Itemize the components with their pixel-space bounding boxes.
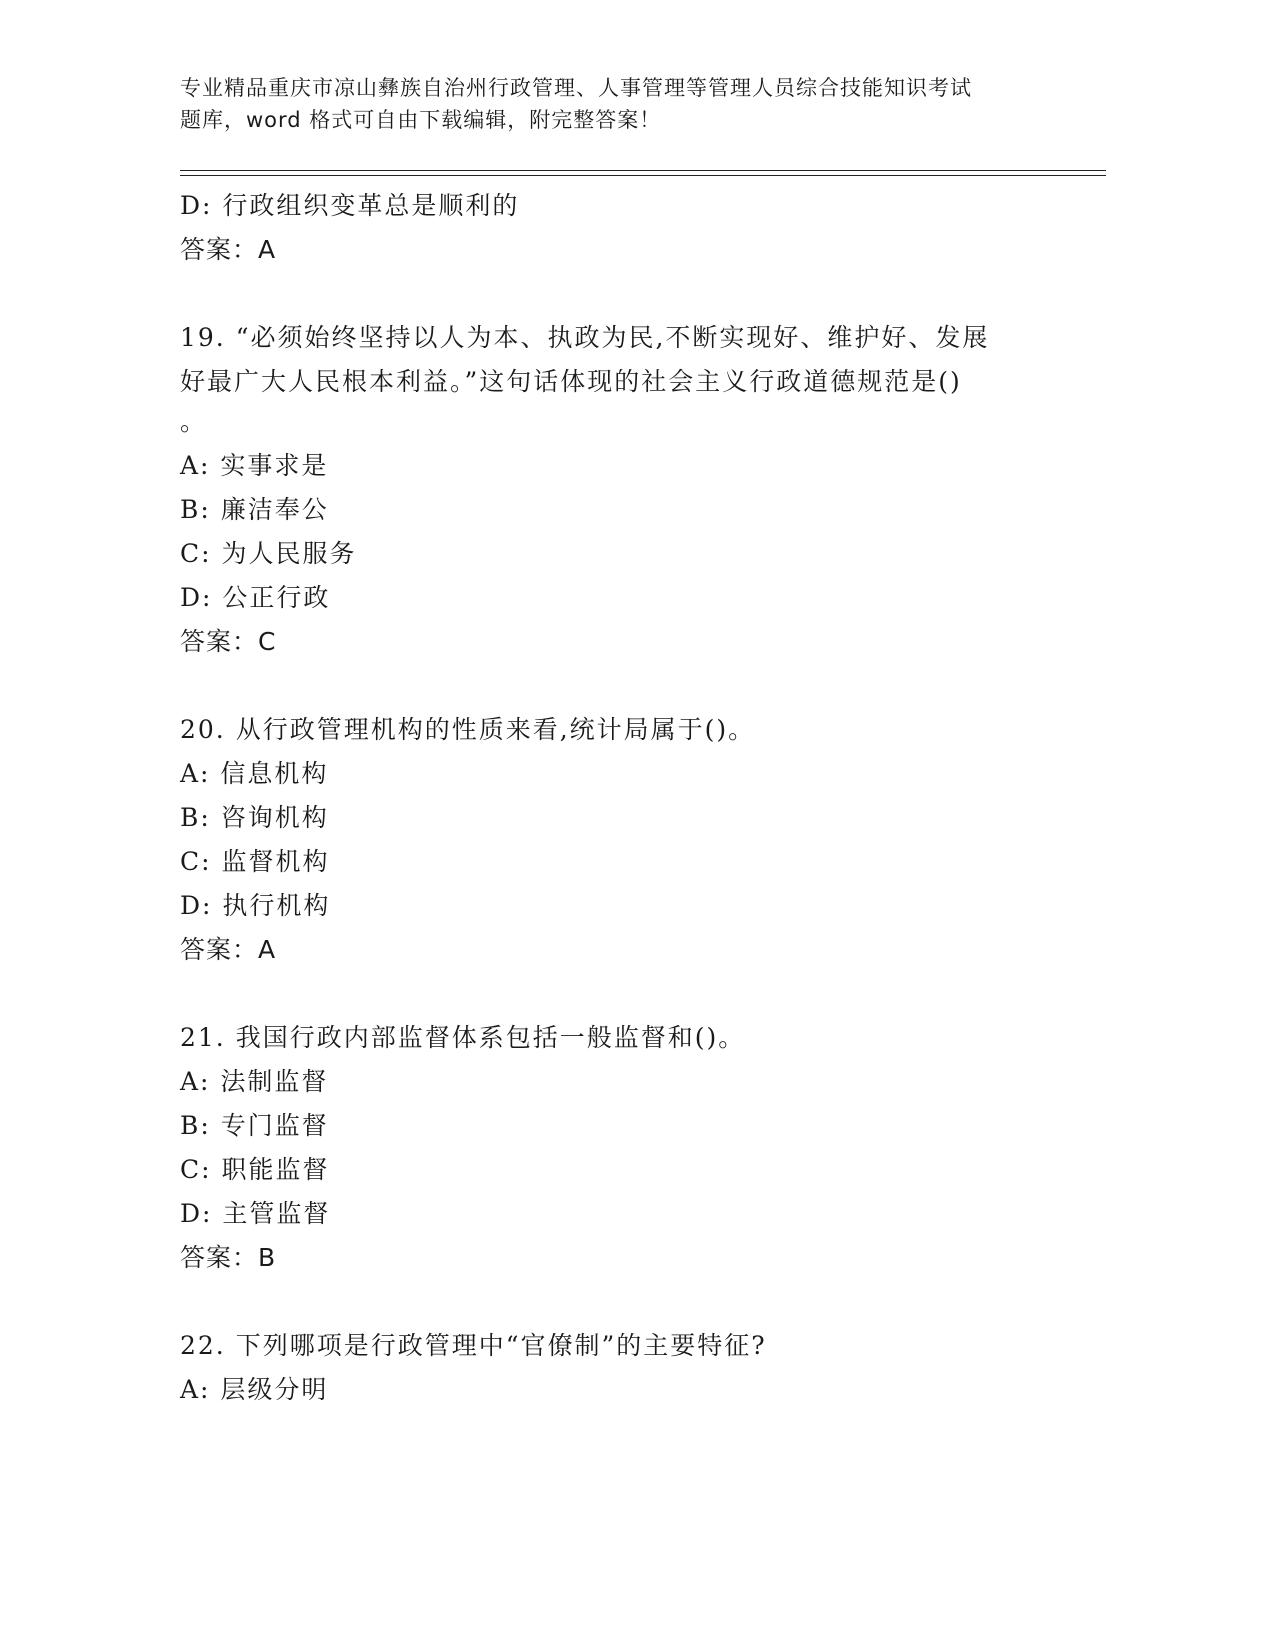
- question-text-line-2: 好最广大人民根本利益。”这句话体现的社会主义行政道德规范是(): [180, 367, 962, 396]
- header-rule-bottom: [180, 175, 1106, 176]
- option-d: D: 执行机构: [180, 891, 331, 920]
- option-b: B: 咨询机构: [180, 803, 329, 832]
- spacer: [180, 272, 1080, 316]
- option-c: C: 监督机构: [180, 847, 330, 876]
- spacer: [180, 664, 1080, 708]
- question-text-line-1: 21. 我国行政内部监督体系包括一般监督和()。: [180, 1023, 746, 1052]
- spacer: [180, 972, 1080, 1016]
- header-rule-top: [180, 170, 1106, 171]
- option-b: B: 廉洁奉公: [180, 495, 329, 524]
- question-20: [180, 708, 1080, 972]
- answer: 答案：B: [180, 1243, 277, 1272]
- header-line-2: 题库，word 格式可自由下载编辑，附完整答案！: [180, 108, 662, 132]
- option-c: C: 为人民服务: [180, 539, 357, 568]
- option-d: D: 主管监督: [180, 1199, 331, 1228]
- question-text-line-1: 22. 下列哪项是行政管理中“官僚制”的主要特征?: [180, 1331, 767, 1360]
- option-d: D: 行政组织变革总是顺利的: [180, 191, 520, 220]
- previous-question-tail: [180, 184, 1080, 272]
- question-text-line-1: 20. 从行政管理机构的性质来看,统计局属于()。: [180, 715, 756, 744]
- option-d: D: 公正行政: [180, 583, 331, 612]
- option-a: A: 层级分明: [180, 1375, 329, 1404]
- header-line-1: 专业精品重庆市凉山彝族自治州行政管理、人事管理等管理人员综合技能知识考试: [180, 76, 972, 100]
- question-21: [180, 1016, 1080, 1280]
- answer: 答案：C: [180, 627, 277, 656]
- question-22: [180, 1324, 1080, 1412]
- option-a: A: 实事求是: [180, 451, 329, 480]
- spacer: [180, 1280, 1080, 1324]
- answer: 答案：A: [180, 235, 277, 264]
- answer: 答案：A: [180, 935, 277, 964]
- option-a: A: 信息机构: [180, 759, 329, 788]
- question-19: [180, 316, 1080, 664]
- option-c: C: 职能监督: [180, 1155, 330, 1184]
- question-content: [180, 184, 1080, 1412]
- option-b: B: 专门监督: [180, 1111, 329, 1140]
- question-text-line-1: 19. “必须始终坚持以人为本、执政为民,不断实现好、维护好、发展: [180, 323, 990, 352]
- question-text-line-3: 。: [180, 407, 208, 436]
- option-a: A: 法制监督: [180, 1067, 329, 1096]
- document-header: [180, 72, 1080, 136]
